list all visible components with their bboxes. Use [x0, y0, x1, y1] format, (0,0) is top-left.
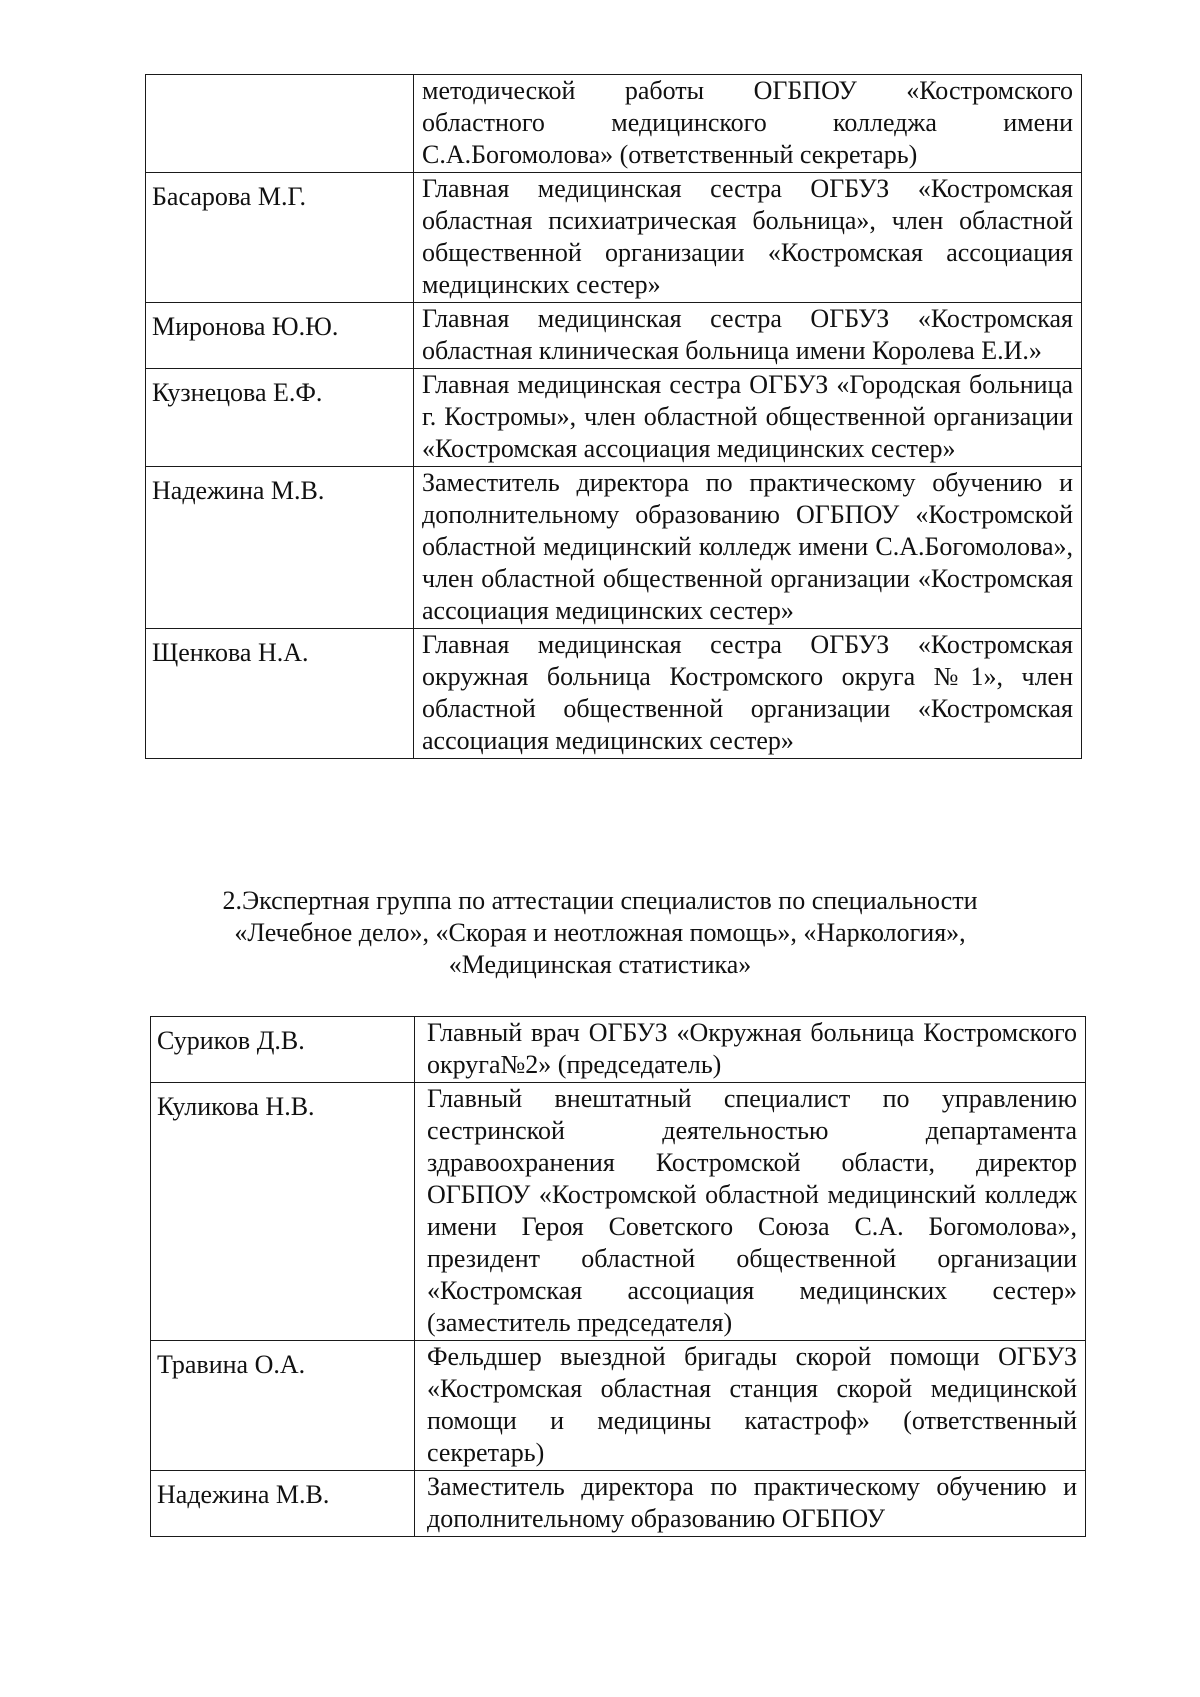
member-name: Басарова М.Г.: [146, 173, 414, 303]
member-name: [146, 75, 414, 173]
member-position: Главный внештатный специалист по управлению сестринской деятельностью департамента здравоохранения Костромской области, директор ОГБПОУ «Костромской областной медицинский колледж имени Героя Советского Союза С.А. Богомолова», президент областной общественной организации «Костромская ассоциация медицинских сестер» (заместитель председателя): [415, 1083, 1086, 1341]
member-name: Куликова Н.В.: [151, 1083, 415, 1341]
member-name: Травина О.А.: [151, 1341, 415, 1471]
member-position: Главная медицинская сестра ОГБУЗ «Костромская областная психиатрическая больница», член областной общественной организации «Костромская ассоциация медицинских сестер»: [414, 173, 1082, 303]
table-row: [146, 467, 1082, 629]
member-name: Надежина М.В.: [151, 1471, 415, 1537]
table-row: [146, 173, 1082, 303]
member-position: Главный врач ОГБУЗ «Окружная больница Костромского округа№2» (председатель): [415, 1017, 1086, 1083]
member-position: Заместитель директора по практическому обучению и дополнительному образованию ОГБПОУ: [415, 1471, 1086, 1537]
member-position: Главная медицинская сестра ОГБУЗ «Городская больница г. Костромы», член областной общественной организации «Костромская ассоциация медицинских сестер»: [414, 369, 1082, 467]
heading-line: «Медицинская статистика»: [448, 950, 752, 979]
member-name: Щенкова Н.А.: [146, 629, 414, 759]
heading-line: «Лечебное дело», «Скорая и неотложная помощь», «Наркология»,: [234, 918, 966, 947]
member-name: Надежина М.В.: [146, 467, 414, 629]
member-name: Кузнецова Е.Ф.: [146, 369, 414, 467]
member-name: Миронова Ю.Ю.: [146, 303, 414, 369]
member-position: Главная медицинская сестра ОГБУЗ «Костромская областная клиническая больница имени Королева Е.И.»: [414, 303, 1082, 369]
table-row: [146, 75, 1082, 173]
table-row: [151, 1017, 1086, 1083]
member-position: методической работы ОГБПОУ «Костромского областного медицинского колледжа имени С.А.Богомолова» (ответственный секретарь): [414, 75, 1082, 173]
table-row: [151, 1341, 1086, 1471]
table-row: [146, 303, 1082, 369]
member-position: Фельдшер выездной бригады скорой помощи ОГБУЗ «Костромская областная станция скорой медицинской помощи и медицины катастроф» (ответственный секретарь): [415, 1341, 1086, 1471]
table-row: [151, 1471, 1086, 1537]
table-row: [146, 369, 1082, 467]
member-name: Суриков Д.В.: [151, 1017, 415, 1083]
table-row: [151, 1083, 1086, 1341]
table-row: [146, 629, 1082, 759]
member-position: Заместитель директора по практическому обучению и дополнительному образованию ОГБПОУ «Костромской областной медицинский колледж имени С.А.Богомолова», член областной общественной организации «Костромская ассоциация медицинских сестер»: [414, 467, 1082, 629]
member-position: Главная медицинская сестра ОГБУЗ «Костромская окружная больница Костромского округа №1», член областной общественной организации «Костромская ассоциация медицинских сестер»: [414, 629, 1082, 759]
section-2-heading: [130, 885, 1070, 981]
commission-members-table-2: [150, 1016, 1086, 1537]
heading-line: 2.Экспертная группа по аттестации специалистов по специальности: [222, 886, 978, 915]
commission-members-table-1: [145, 74, 1082, 759]
